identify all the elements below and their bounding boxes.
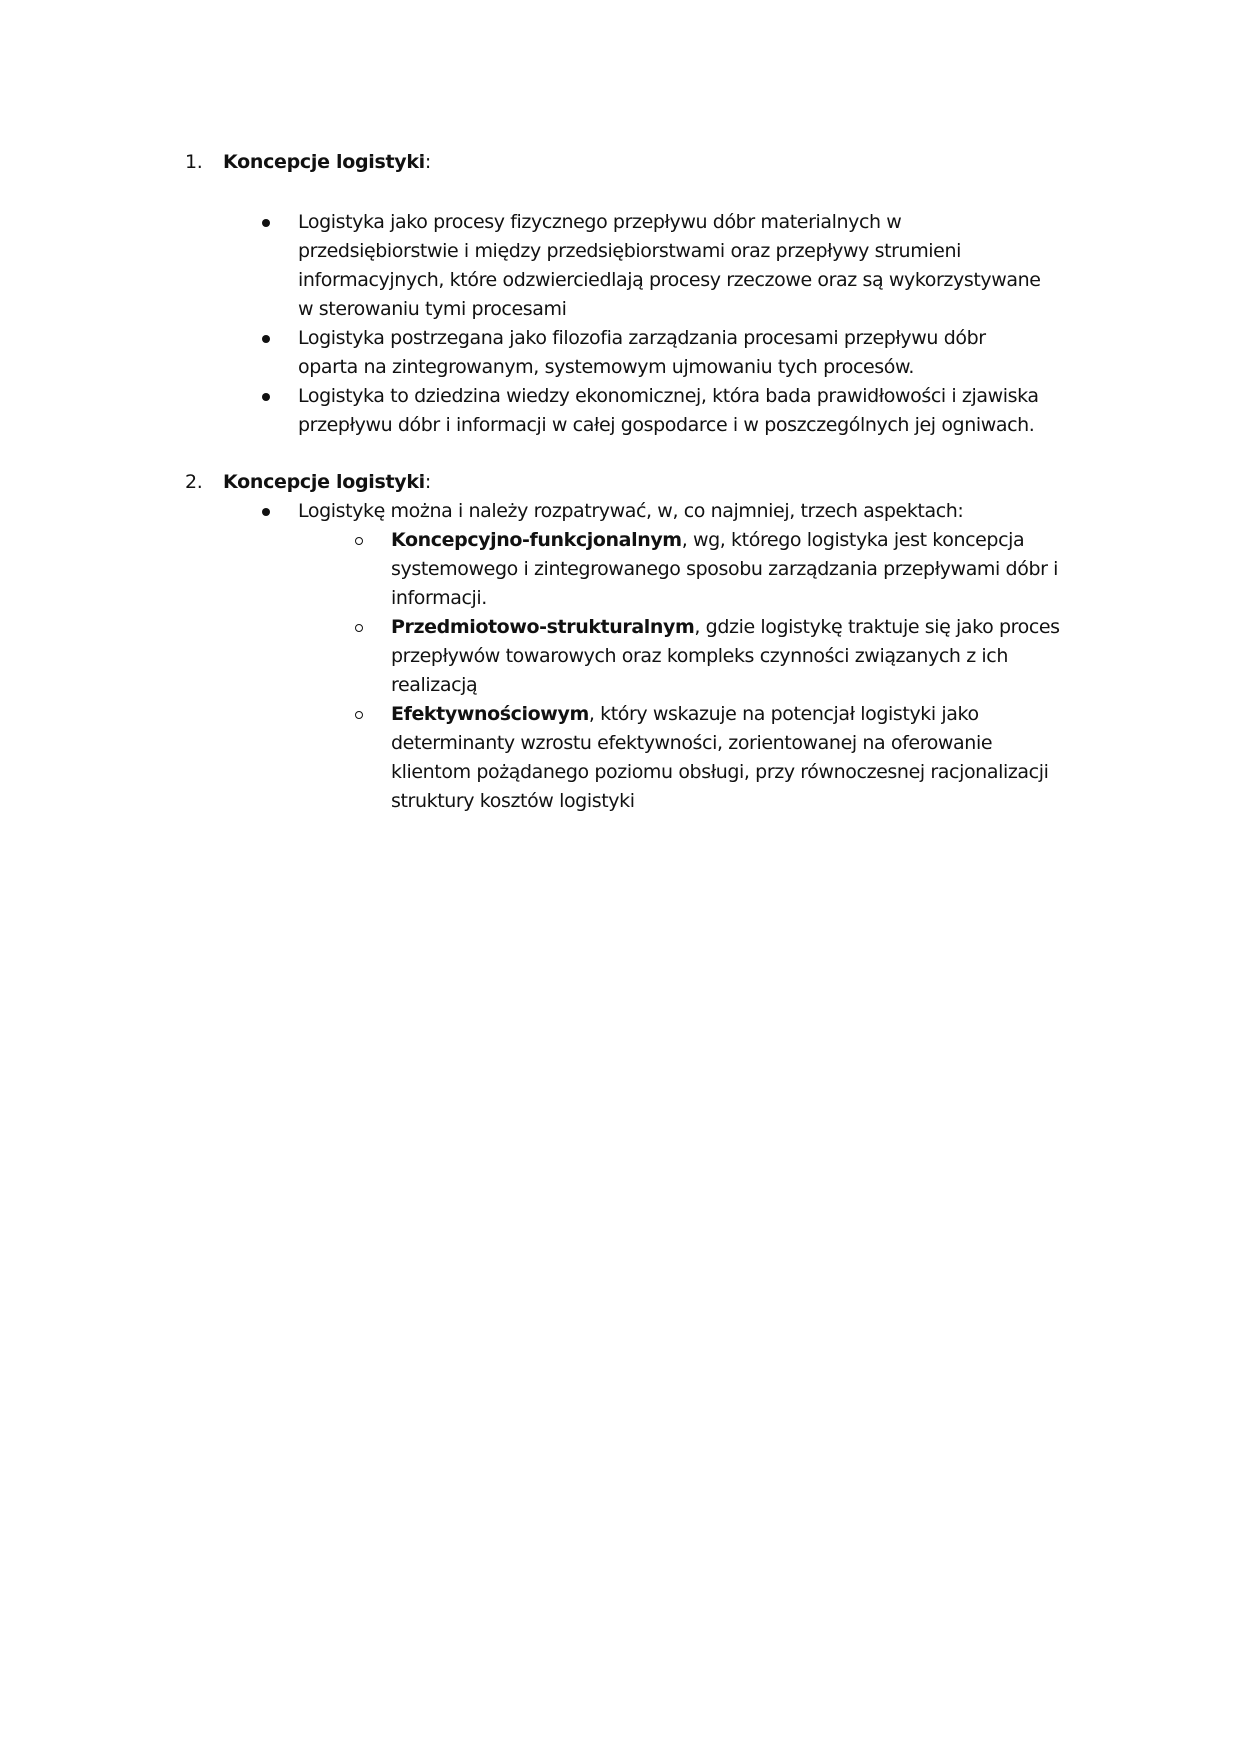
sub-list-item-line: determinanty wzrostu efektywności, zorientowanej na oferowanie bbox=[391, 732, 993, 754]
list-item-line: przepływu dóbr i informacji w całej gospodarce i w poszczególnych jej ogniwach. bbox=[298, 414, 1035, 436]
sub-list-item-line: Efektywnościowym, który wskazuje na potencjał logistyki jako bbox=[391, 703, 979, 725]
sub-list-item-line: klientom pożądanego poziomu obsługi, przy równoczesnej racjonalizacji bbox=[391, 761, 1049, 783]
list-item-line: informacyjnych, które odzwierciedlają procesy rzeczowe oraz są wykorzystywane bbox=[298, 269, 1041, 291]
sub-list-item-line: przepływów towarowych oraz kompleks czynności związanych z ich bbox=[391, 645, 1008, 667]
section-1-heading bbox=[185, 148, 431, 177]
hollow-bullet-icon bbox=[355, 711, 363, 719]
hollow-bullet-icon bbox=[355, 537, 363, 545]
list-item-line: oparta na zintegrowanym, systemowym ujmowaniu tych procesów. bbox=[298, 356, 915, 378]
list-item-line: w sterowaniu tymi procesami bbox=[298, 298, 567, 320]
list-item-line: Logistykę można i należy rozpatrywać, w, co najmniej, trzech aspektach: bbox=[298, 500, 964, 522]
sub-list-item-line: informacji. bbox=[391, 587, 487, 609]
sub-list-item bbox=[355, 526, 1085, 613]
sub-list-item-line: Koncepcyjno-funkcjonalnym, wg, którego logistyka jest koncepcja bbox=[391, 529, 1025, 551]
sub-list-item bbox=[355, 613, 1085, 700]
sub-list-item-line: systemowego i zintegrowanego sposobu zarządzania przepływami dóbr i bbox=[391, 558, 1059, 580]
list-item bbox=[262, 324, 1102, 382]
section-title: Koncepcje logistyki bbox=[223, 471, 425, 493]
title-colon: : bbox=[424, 151, 432, 173]
section-title: Koncepcje logistyki bbox=[223, 151, 425, 173]
section-number: 1. bbox=[185, 151, 203, 173]
aspect-term: Koncepcyjno-funkcjonalnym bbox=[391, 529, 682, 551]
section-2-heading bbox=[185, 468, 431, 497]
sub-list-item-line: Przedmiotowo-strukturalnym, gdzie logistykę traktuje się jako proces bbox=[391, 616, 1060, 638]
list-item-line: Logistyka to dziedzina wiedzy ekonomicznej, która bada prawidłowości i zjawiska bbox=[298, 385, 1039, 407]
section-number: 2. bbox=[185, 471, 203, 493]
bullet-icon bbox=[262, 393, 270, 401]
bullet-icon bbox=[262, 219, 270, 227]
sub-list-item bbox=[355, 700, 1085, 816]
bullet-icon bbox=[262, 335, 270, 343]
list-item-line: Logistyka postrzegana jako filozofia zarządzania procesami przepływu dóbr bbox=[298, 327, 986, 349]
aspect-term: Efektywnościowym bbox=[391, 703, 589, 725]
hollow-bullet-icon bbox=[355, 624, 363, 632]
list-item bbox=[262, 208, 1102, 324]
sub-list-item-line: realizacją bbox=[391, 674, 478, 696]
aspect-term: Przedmiotowo-strukturalnym bbox=[391, 616, 695, 638]
sub-list-item-line: struktury kosztów logistyki bbox=[391, 790, 635, 812]
bullet-icon bbox=[262, 508, 270, 516]
list-item-line: przedsiębiorstwie i między przedsiębiorstwami oraz przepływy strumieni bbox=[298, 240, 961, 262]
list-item-line: Logistyka jako procesy fizycznego przepływu dóbr materialnych w bbox=[298, 211, 902, 233]
title-colon: : bbox=[424, 471, 432, 493]
list-item bbox=[262, 382, 1102, 440]
list-item bbox=[262, 497, 1102, 526]
